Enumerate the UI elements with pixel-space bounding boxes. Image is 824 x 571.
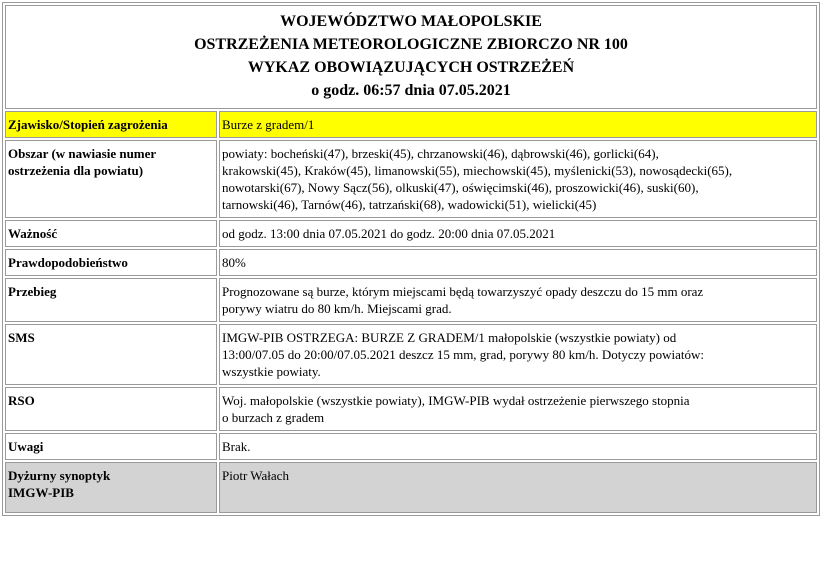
probability-label: Prawdopodobieństwo: [5, 249, 217, 276]
course-row: [5, 278, 817, 322]
phenomenon-label: Zjawisko/Stopień zagrożenia: [5, 111, 217, 138]
area-label: Obszar (w nawiasie numer ostrzeżenia dla powiatu): [5, 140, 217, 218]
rso-row: [5, 387, 817, 431]
rso-line: Woj. małopolskie (wszystkie powiaty), IMGW-PIB wydał ostrzeżenie pierwszego stopnia: [222, 393, 690, 408]
phenomenon-row: [5, 111, 817, 138]
area-line: nowotarski(67), Nowy Sącz(56), olkuski(47), oświęcimski(46), proszowicki(46), suski(60),: [222, 180, 699, 195]
header-row: [5, 5, 817, 109]
rso-label: RSO: [5, 387, 217, 431]
list-title: WYKAZ OBOWIĄZUJĄCYCH OSTRZEŻEŃ: [247, 59, 575, 76]
warning-page: [2, 2, 822, 567]
remarks-value: Brak.: [219, 433, 817, 460]
synoptic-row: [5, 462, 817, 513]
issue-time: o godz. 06:57 dnia 07.05.2021: [311, 82, 511, 99]
synoptic-label-line: Dyżurny synoptyk: [8, 468, 111, 483]
course-line: Prognozowane są burze, którym miejscami będą towarzyszyć opady deszczu do 15 mm oraz: [222, 284, 704, 299]
area-value: [219, 140, 817, 218]
sms-line: 13:00/07.05 do 20:00/07.05.2021 deszcz 15 mm, grad, porywy 80 km/h. Dotyczy powiatów:: [222, 347, 705, 362]
validity-label: Ważność: [5, 220, 217, 247]
area-line: powiaty: bocheński(47), brzeski(45), chrzanowski(46), dąbrowski(46), gorlicki(64),: [222, 146, 659, 161]
sms-value: [219, 324, 817, 385]
region-title: WOJEWÓDZTWO MAŁOPOLSKIE: [280, 13, 542, 30]
synoptic-label-line: IMGW-PIB: [8, 485, 74, 500]
header-cell: [5, 5, 817, 109]
warning-table: [2, 2, 820, 516]
sms-line: IMGW-PIB OSTRZEGA: BURZE Z GRADEM/1 małopolskie (wszystkie powiaty) od: [222, 330, 677, 345]
area-line: tarnowski(46), Tarnów(46), tatrzański(68), wadowicki(51), wielicki(45): [222, 197, 597, 212]
course-value: [219, 278, 817, 322]
area-row: [5, 140, 817, 218]
bulletin-title: OSTRZEŻENIA METEOROLOGICZNE ZBIORCZO NR 100: [194, 36, 628, 53]
probability-value: 80%: [219, 249, 817, 276]
rso-line: o burzach z gradem: [222, 410, 325, 425]
synoptic-value: Piotr Wałach: [219, 462, 817, 513]
validity-value: od godz. 13:00 dnia 07.05.2021 do godz. 20:00 dnia 07.05.2021: [219, 220, 817, 247]
remarks-row: [5, 433, 817, 460]
sms-label: SMS: [5, 324, 217, 385]
sms-row: [5, 324, 817, 385]
area-line: krakowski(45), Kraków(45), limanowski(55), miechowski(45), myślenicki(53), nowosądecki(65),: [222, 163, 733, 178]
phenomenon-value: Burze z gradem/1: [219, 111, 817, 138]
synoptic-label: [5, 462, 217, 513]
rso-value: [219, 387, 817, 431]
remarks-label: Uwagi: [5, 433, 217, 460]
course-line: porywy wiatru do 80 km/h. Miejscami grad.: [222, 301, 452, 316]
probability-row: [5, 249, 817, 276]
validity-row: [5, 220, 817, 247]
course-label: Przebieg: [5, 278, 217, 322]
sms-line: wszystkie powiaty.: [222, 364, 321, 379]
